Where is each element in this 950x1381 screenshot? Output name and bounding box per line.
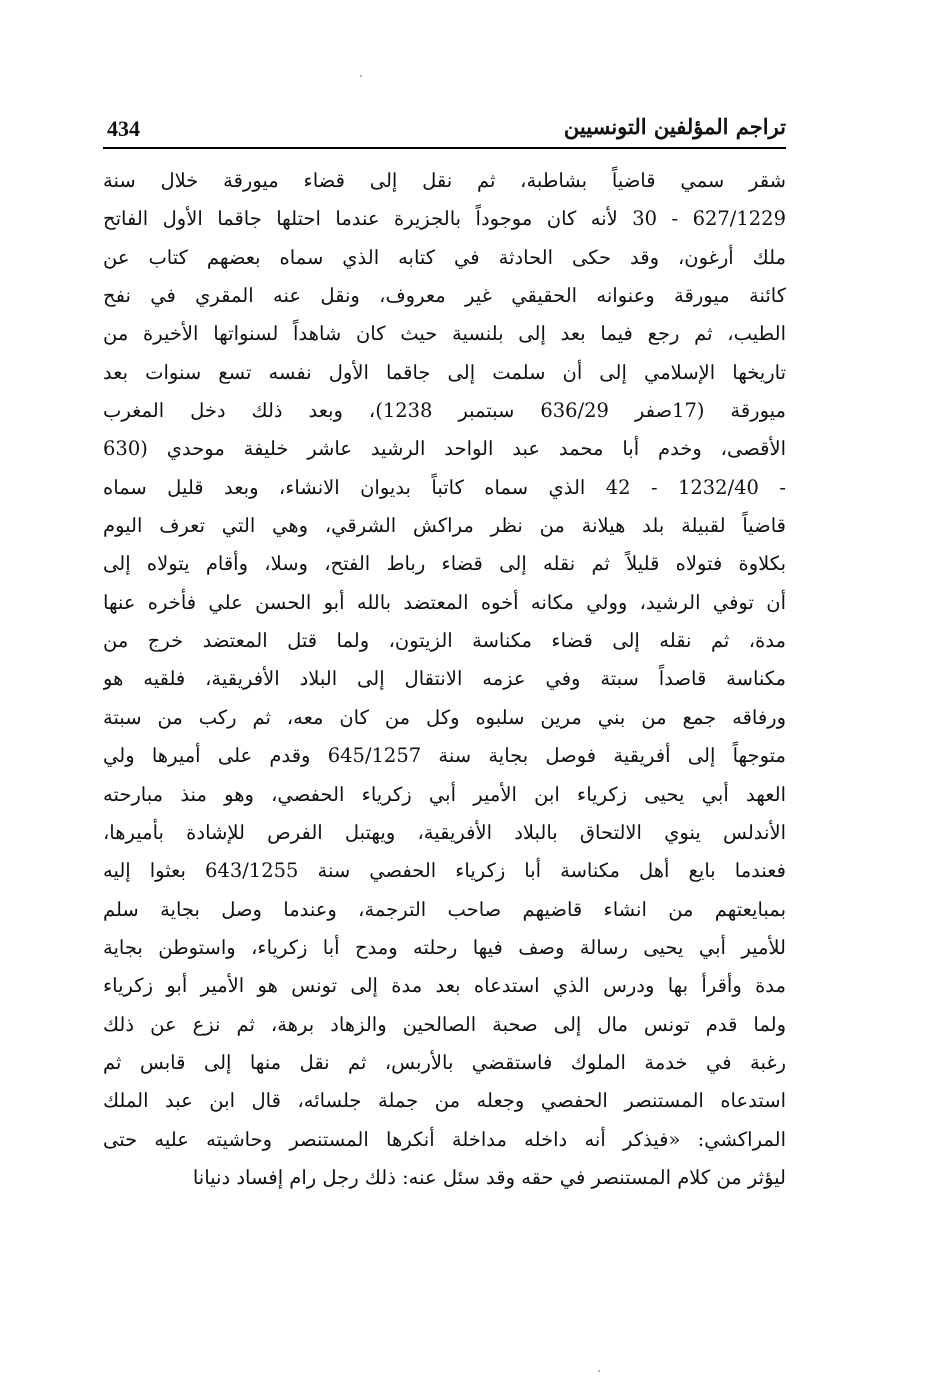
text-line: قاضياً لقبيلة بلد هيلانة من نظر مراكش الشرقي، وهي التي تعرف اليوم	[103, 514, 786, 538]
text-line: كائنة ميورقة وعنوانه الحقيقي غير معروف، ونقل عنه المقري في نفح	[103, 284, 786, 308]
text-line: الأندلس ينوي الالتحاق بالبلاد الأفريقية، ويهتبل الفرص للإشادة بأميرها،	[103, 820, 786, 844]
text-line: ملك أرغون، وقد حكى الحادثة في كتابه الذي سماه بعضهم كتاب عن	[103, 245, 786, 269]
running-title: تراجم المؤلفين التونسيين	[563, 114, 786, 139]
text-line: تاريخها الإسلامي إلى أن سلمت إلى جاقما الأول نفسه تسع سنوات بعد	[103, 360, 786, 384]
text-line: الطيب، ثم رجع فيما بعد إلى بلنسية حيث كان شاهداً لسنواتها الأخيرة من	[103, 322, 786, 346]
text-line: مدة، ثم نقله إلى قضاء مكناسة الزيتون، ولما قتل المعتضد خرج من	[103, 629, 786, 653]
text-line: المراكشي: «فيذكر أنه داخله مداخلة أنكرها المستنصر وحاشيته عليه حتى	[103, 1127, 786, 1151]
text-line: - 1232/40 - 42 الذي سماه كاتباً بديوان الانشاء، وبعد قليل سماه	[103, 475, 786, 499]
text-line: أن توفي الرشيد، وولي مكانه أخوه المعتضد بالله أبو الحسن علي فأخره عنها	[103, 590, 786, 614]
page-number: 434	[107, 116, 140, 141]
text-line: ولما قدم تونس مال إلى صحبة الصالحين والزهاد برهة، ثم نزع عن ذلك	[103, 1012, 786, 1036]
text-line: بكلاوة فتولاه قليلاً ثم نقله إلى قضاء رباط الفتح، وسلا، وأقام يتولاه إلى	[103, 552, 786, 576]
text-line: العهد أبي يحيى زكرياء ابن الأمير أبي زكرياء الحفصي، وهو منذ مبارحته	[103, 782, 786, 806]
page-header	[103, 108, 786, 148]
text-line: رغبة في خدمة الملوك فاستقضي بالأربس، ثم نقل منها إلى قابس ثم	[103, 1050, 786, 1074]
text-line: بمبايعتهم من انشاء قاضيهم صاحب الترجمة، وعندما وصل بجاية سلم	[103, 897, 786, 921]
text-line: فعندما بايع أهل مكناسة أبا زكرياء الحفصي سنة 643/1255 بعثوا إليه	[103, 859, 786, 883]
text-line: استدعاه المستنصر الحفصي وجعله من جملة جلسائه، قال ابن عبد الملك	[103, 1089, 786, 1113]
text-line: للأمير أبي يحيى رسالة وصف فيها رحلته ومدح أبا زكرياء، واستوطن بجاية	[103, 935, 786, 959]
text-line: الأقصى، وخدم أبا محمد عبد الواحد الرشيد عاشر خليفة موحدي (630	[103, 437, 786, 461]
text-line: شقر سمي قاضياً بشاطبة، ثم نقل إلى قضاء ميورقة خلال سنة	[103, 169, 786, 192]
text-line: ميورقة (17صفر 636/29 سبتمبر 1238)، وبعد ذلك دخل المغرب	[103, 399, 786, 423]
scan-speck	[598, 1370, 600, 1372]
scan-speck	[360, 75, 362, 77]
text-line: ليؤثر من كلام المستنصر في حقه وقد سئل عنه: ذلك رجل رام إفساد دنيانا	[192, 1165, 786, 1189]
body-text	[103, 162, 786, 1197]
text-line: ورفاقه جمع من بني مرين سلبوه وكل من كان معه، ثم ركب من سبتة	[103, 705, 786, 729]
header-rule	[103, 147, 786, 149]
text-line: متوجهاً إلى أفريقية فوصل بجاية سنة 645/1257 وقدم على أميرها ولي	[103, 744, 786, 768]
text-line: مكناسة قاصداً سبتة وفي عزمه الانتقال إلى البلاد الأفريقية، فلقيه هو	[103, 667, 786, 691]
text-line: مدة وأقرأ بها ودرس الذي استدعاه بعد مدة إلى تونس هو الأمير أبو زكرياء	[103, 974, 786, 998]
text-line: 627/1229 - 30 لأنه كان موجوداً بالجزيرة عندما احتلها جاقما الأول الفاتح	[103, 207, 786, 231]
